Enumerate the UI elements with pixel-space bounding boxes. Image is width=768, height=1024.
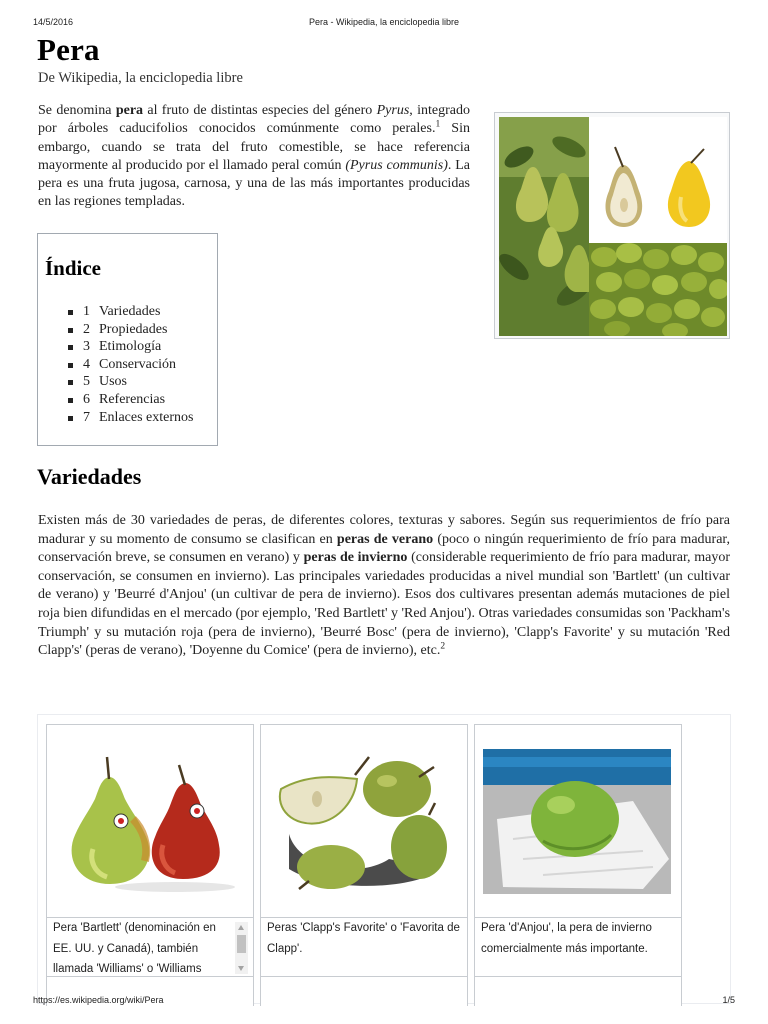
toc-item-usos[interactable] bbox=[68, 373, 193, 391]
gallery-item-danjou[interactable] bbox=[474, 724, 682, 918]
danjou-pear-image bbox=[483, 749, 673, 894]
intro-text-run: Sin embargo, cuando se trata del fruto comestible, se hace referencia mayormente al producido por el llamado peral común bbox=[38, 121, 470, 173]
toc-item-number: 5 bbox=[83, 374, 90, 390]
pear-collage-image bbox=[499, 117, 727, 336]
toc-item-number: 1 bbox=[83, 304, 90, 319]
toc-item-number: 4 bbox=[83, 356, 90, 372]
variedades-text-run: (considerable requerimiento de frío para madurar, mayor conservación, se consumen en invierno). Las principales variedades producidas a nivel mundial son 'Bartlett' (un cultivar de verano) y 'Beurré d'Anjou' (un cultivar de pera de invierno). Esos dos cultivares presentan además mutaciones de piel roja bien difundidas en el mercado (por ejemplo, 'Red Bartlett' y 'Red Anjou'). Otras variedades consumidas son 'Packham's Triumph' y su mutación roja (pera de invierno), 'Beurré Bosc' (pera de invierno), 'Clapp's Favorite' y su mutación 'Red Clapp's' (peras de verano), 'Doyenne du Comice' (pera de invierno), etc. bbox=[38, 550, 731, 659]
intro-text-run: . La pera es una fruta jugosa, carnosa, y una de las más importantes producidas en las regiones templadas. bbox=[38, 157, 470, 210]
toc-item-label: Referencias bbox=[99, 391, 166, 407]
toc-item-propiedades[interactable] bbox=[68, 321, 193, 339]
intro-text-run: , integrado por árboles caducifolios conocidos comúnmente como perales. bbox=[38, 103, 470, 137]
gallery-item-clapps-favorite[interactable] bbox=[260, 724, 468, 918]
toc-item-label: Etimología bbox=[99, 339, 162, 355]
print-date: 14/5/2016 bbox=[33, 17, 74, 27]
print-doc-title: Pera - Wikipedia, la enciclopedia libre bbox=[308, 17, 460, 27]
toc-item-label: Enlaces externos bbox=[99, 409, 194, 425]
infobox-image[interactable] bbox=[494, 112, 730, 339]
toc-list bbox=[68, 303, 193, 426]
gallery-caption-danjou bbox=[474, 918, 682, 978]
toc-item-enlaces-externos[interactable] bbox=[68, 409, 193, 427]
caption-text: Peras 'Clapp's Favorite' o 'Favorita de Clapp'. bbox=[267, 922, 460, 955]
toc-item-conservacion[interactable] bbox=[68, 356, 193, 374]
intro-text-run: al fruto de distintas especies del género bbox=[143, 103, 377, 118]
toc-title: Índice bbox=[45, 256, 102, 280]
scroll-down-arrow-icon[interactable] bbox=[238, 966, 244, 971]
gallery-caption-bartlett bbox=[46, 918, 254, 978]
gallery-caption-clapps-favorite bbox=[260, 918, 468, 978]
print-page-number: 1/5 bbox=[722, 995, 735, 1005]
intro-text-run: Pyrus bbox=[376, 103, 410, 118]
intro-text-run: pera bbox=[115, 103, 144, 118]
print-footer bbox=[33, 995, 735, 1007]
toc-item-referencias[interactable] bbox=[68, 391, 193, 409]
variedades-text-run: peras de verano bbox=[336, 531, 434, 547]
variedades-paragraph bbox=[38, 512, 730, 661]
toc-item-number: 2 bbox=[83, 321, 90, 337]
print-header bbox=[33, 17, 735, 29]
page-title: Pera bbox=[37, 32, 100, 67]
intro-paragraph bbox=[38, 102, 470, 212]
toc-item-label: Variedades bbox=[99, 304, 161, 319]
page-subtitle: De Wikipedia, la enciclopedia libre bbox=[38, 70, 243, 86]
toc-item-etimologia[interactable] bbox=[68, 338, 193, 356]
reference-superscript[interactable]: 2 bbox=[440, 641, 446, 652]
scroll-up-arrow-icon[interactable] bbox=[238, 925, 244, 930]
section-heading-variedades: Variedades bbox=[37, 464, 142, 489]
toc-item-variedades[interactable] bbox=[68, 303, 193, 321]
print-url: https://es.wikipedia.org/wiki/Pera bbox=[33, 995, 164, 1005]
toc-item-label: Usos bbox=[99, 374, 128, 390]
toc-item-number: 6 bbox=[83, 391, 90, 407]
reference-superscript[interactable]: 1 bbox=[435, 119, 441, 130]
table-of-contents bbox=[37, 233, 218, 446]
variedades-text-run: peras de invierno bbox=[303, 550, 408, 566]
caption-text: Pera 'Bartlett' (denominación en EE. UU. y Canadá), también llamada 'Williams' o 'Williams bbox=[53, 922, 216, 975]
image-gallery bbox=[37, 714, 731, 1004]
clapps-favorite-pears-image bbox=[269, 749, 459, 894]
gallery-item-bartlett[interactable] bbox=[46, 724, 254, 918]
scroll-thumb[interactable] bbox=[237, 935, 246, 953]
toc-item-label: Conservación bbox=[99, 356, 176, 372]
intro-text-run: (Pyrus communis) bbox=[345, 157, 448, 173]
intro-text-run: Se denomina bbox=[38, 103, 116, 118]
variedades-text-run: Existen más de 30 variedades de peras, de diferentes colores, texturas y sabores. Según sus requerimientos de frío para madurar y su momento de consumo se clasifican en bbox=[38, 513, 730, 547]
toc-item-label: Propiedades bbox=[99, 321, 168, 337]
toc-item-number: 3 bbox=[83, 339, 90, 355]
caption-text: Pera 'd'Anjou', la pera de invierno comercialmente más importante. bbox=[481, 922, 652, 955]
caption-scrollbar[interactable] bbox=[235, 922, 248, 974]
toc-item-number: 7 bbox=[83, 409, 90, 425]
bartlett-pears-image bbox=[55, 749, 245, 894]
variedades-text-run: (poco o ningún requerimiento de frío para madurar, conservación breve, se consumen en verano) y bbox=[38, 531, 731, 566]
